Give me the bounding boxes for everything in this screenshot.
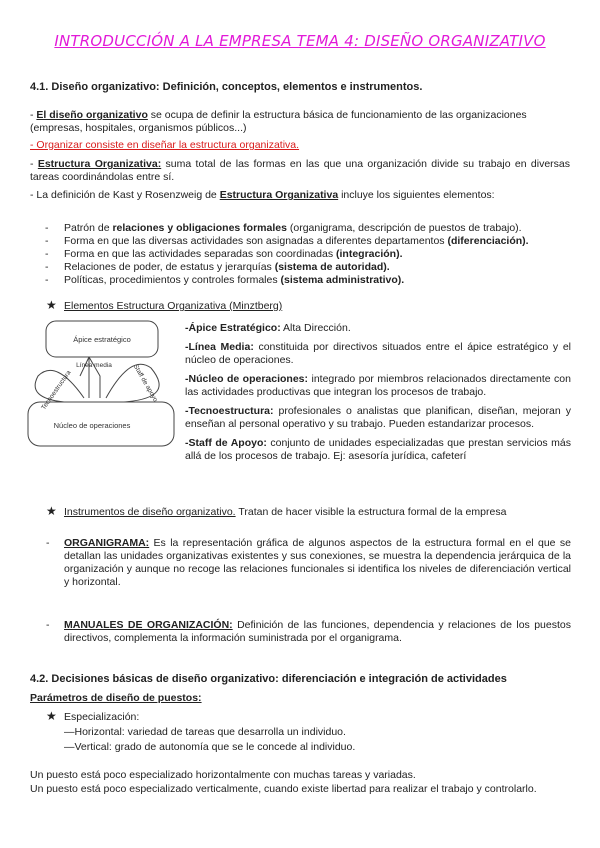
horizontal-line: —Horizontal: variedad de tareas que desarrolla un individuo. — [64, 726, 346, 738]
especializacion-label: Especialización: — [64, 711, 140, 723]
list-item: Patrón de relaciones y obligaciones formales (organigrama, descripción de puestos de trabajo). — [64, 222, 522, 234]
star-bullet-icon: ★ — [46, 298, 57, 312]
diagram-tecno-label: Tecnoestructura — [40, 369, 73, 412]
list-item: Políticas, procedimientos y controles formales (sistema administrativo). — [64, 274, 405, 286]
diagram-linea-label: Línea media — [76, 362, 112, 369]
mintzberg-title: Elementos Estructura Organizativa (Minztberg) — [64, 300, 283, 312]
diagram-staff-label: Staff de apoyo — [131, 363, 159, 404]
list-bullet: - — [45, 274, 49, 286]
paragraph-organizar: - Organizar consiste en diseñar la estructura organizativa. — [30, 139, 300, 151]
term-organigrama: ORGANIGRAMA: — [64, 537, 150, 549]
list-item: Relaciones de poder, de estatus y jerarquías (sistema de autoridad). — [64, 261, 390, 273]
element-linea-media: -Línea Media: constituida por directivos situados entre el ápice estratégico y el núcleo de operaciones. — [185, 341, 571, 366]
kast-pre: - La definición de Kast y Rosenzweig de — [30, 189, 220, 201]
term-diseno: El diseño organizativo — [36, 109, 148, 121]
list-bullet: - — [45, 261, 49, 273]
kast-post: incluye los siguientes elementos: — [338, 189, 495, 201]
element-staff: -Staff de Apoyo: conjunto de unidades especializadas que prestan servicios más allá de los procesos de trabajo. Ej: asesoría jurídica, cafeterí — [185, 437, 571, 462]
closing-horizontal: Un puesto está poco especializado horizontalmente con muchas tareas y variadas. — [30, 769, 416, 781]
instruments-title: Instrumentos de diseño organizativo. — [64, 506, 236, 518]
star-bullet-icon: ★ — [46, 709, 57, 723]
diagram-apex-label: Ápice estratégico — [73, 335, 131, 344]
list-bullet: - — [46, 619, 50, 631]
page-title: INTRODUCCIÓN A LA EMPRESA TEMA 4: DISEÑO ORGANIZATIVO — [54, 32, 546, 50]
list-item: Forma en que las diversas actividades son asignadas a diferentes departamentos (diferenciación). — [64, 235, 529, 247]
params-heading: Parámetros de diseño de puestos: — [30, 692, 202, 704]
mintzberg-diagram — [26, 318, 180, 450]
paragraph-kast — [30, 189, 570, 202]
list-bullet: - — [45, 222, 49, 234]
element-nucleo: -Núcleo de operaciones: integrado por miembros relacionados directamente con las actividades productivas que integran los procesos de trabajo. — [185, 373, 571, 398]
list-bullet: - — [45, 235, 49, 247]
section-4-2-heading: 4.2. Decisiones básicas de diseño organizativo: diferenciación e integración de actividades — [30, 673, 507, 685]
organigrama-paragraph: ORGANIGRAMA: Es la representación gráfica de algunos aspectos de la estructura formal en el que se detallan las unidades organizativas existentes y sus conexiones, se muestra la dependencia jerárquica de la organización y aunque no recoge las relaciones funcionales si identifica los niveles de diferenciación vertical y horizontal. — [64, 537, 571, 588]
instruments-line: Instrumentos de diseño organizativo. Tratan de hacer visible la estructura formal de la empresa — [64, 506, 507, 518]
star-bullet-icon: ★ — [46, 504, 57, 518]
term-estructura-kast: Estructura Organizativa — [219, 189, 339, 201]
manuales-paragraph: MANUALES DE ORGANIZACIÓN: Definición de las funciones, dependencia y relaciones de los puestos directivos, complementa la información suministrada por el organigrama. — [64, 619, 571, 644]
list-bullet: - — [46, 537, 50, 549]
term-estructura: Estructura Organizativa: — [37, 158, 162, 170]
element-tecnoestructura: -Tecnoestructura: profesionales o analistas que planifican, diseñan, mejoran y enseñan al personal operativo y su trabajo. Pueden estandarizar procesos. — [185, 405, 571, 430]
closing-vertical: Un puesto está poco especializado verticalmente, cuando existe libertad para realizar el trabajo y controlarlo. — [30, 783, 537, 795]
paragraph-diseno: - El diseño organizativo se ocupa de definir la estructura básica de funcionamiento de las organizaciones (empresas, hospitales, organismos públicos...) — [30, 109, 527, 134]
list-item: Forma en que las actividades separadas son coordinadas (integración). — [64, 248, 403, 260]
section-4-1-heading: 4.1. Diseño organizativo: Definición, conceptos, elementos e instrumentos. — [30, 81, 423, 93]
term-manuales: MANUALES DE ORGANIZACIÓN: — [64, 619, 233, 631]
paragraph-diseno-text: se ocupa de definir la estructura básica de funcionamiento de las organizaciones (empresas, hospitales, organismos públicos...) — [30, 109, 527, 134]
paragraph-estructura-text: suma total de las formas en las que una organización divide su trabajo en diversas tareas coordinándolas entre sí. — [30, 158, 571, 183]
element-apice: -Ápice Estratégico: Alta Dirección. — [185, 322, 351, 334]
list-bullet: - — [45, 248, 49, 260]
diagram-nucleo-label: Núcleo de operaciones — [53, 421, 131, 430]
vertical-line: —Vertical: grado de autonomía que se le concede al individuo. — [64, 741, 356, 753]
paragraph-estructura: - Estructura Organizativa: suma total de las formas en las que una organización divide su trabajo en diversas tareas coordinándolas entre sí. — [30, 158, 571, 183]
